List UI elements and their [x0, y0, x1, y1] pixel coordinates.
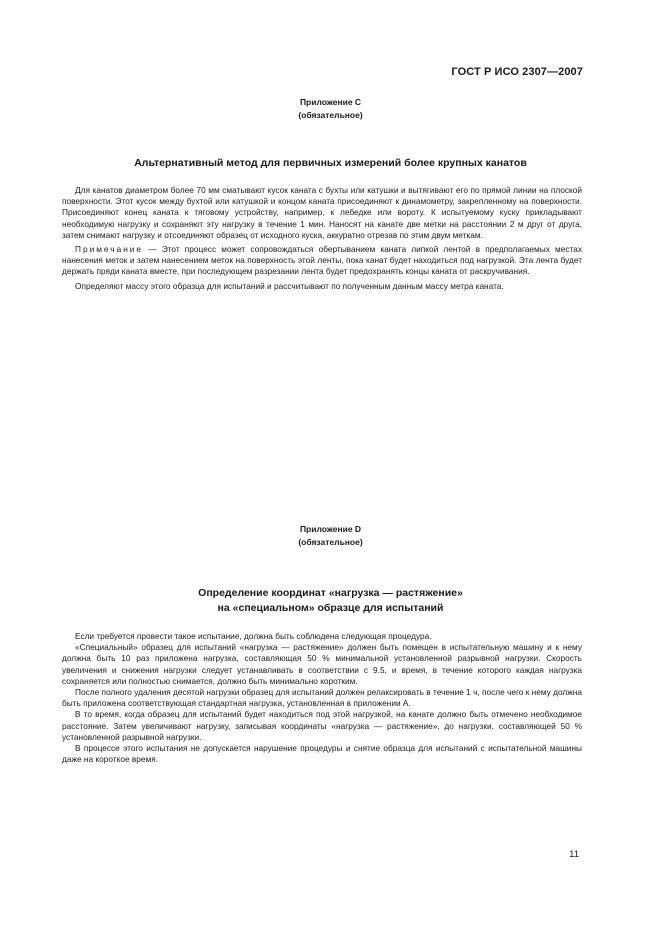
appendix-c-body: [62, 185, 582, 295]
page-number: 11: [569, 849, 579, 860]
note-label: Примечание: [75, 244, 144, 255]
appendix-d-title: Приложение D: [299, 524, 362, 534]
appendix-d-section-title-line-2: на «специальном» образце для испытаний: [217, 602, 444, 614]
appendix-d-paragraph-4: В то время, когда образец для испытаний будет находиться под этой нагрузкой, на канате должно быть отмечено необходимое расстояние. Затем увеличивают нагрузку, записывая координаты «нагрузка — растяжение», до нагрузки, составляющей 50 % установленной разрывной нагрузки.: [62, 709, 582, 742]
appendix-c-note: [62, 244, 582, 278]
appendix-c-heading: [0, 96, 661, 122]
appendix-c-title: Приложение С: [299, 97, 362, 107]
appendix-d-heading: [0, 523, 661, 549]
appendix-d-section-title: [0, 586, 661, 616]
appendix-d-paragraph-3: После полного удаления десятой нагрузки образец для испытаний должен релаксировать в течение 1 ч, после чего к нему должна быть приложена соответствующая стандартная нагрузка, установленная в приложении А.: [62, 687, 582, 709]
appendix-c-section-title: Альтернативный метод для первичных измерений более крупных канатов: [134, 157, 527, 169]
appendix-d-paragraph-1: Если требуется провести такое испытание, должна быть соблюдена следующая процедура.: [75, 631, 432, 641]
appendix-c-status: (обязательное): [298, 110, 363, 120]
appendix-d-paragraph-5: В процессе этого испытания не допускается нарушение процедуры и снятие образца для испытаний с испытательной машины даже на короткое время.: [62, 743, 582, 765]
appendix-c-paragraph-1: Для канатов диаметром более 70 мм сматывают кусок каната с бухты или катушки и вытягивают его по прямой линии на плоской поверхности. Этот кусок между бухтой или катушкой и концом каната присоединяют к динамометру, закрепленному на поверхности. Присоединяют конец каната к тяговому устройству, например, к лебедке или вороту. К испытуемому куску прикладывают необходимую нагрузку и сохраняют эту нагрузку в течение 1 мин. Наносят на канате две метки на расстоянии 2 м друг от друга, затем снимают нагрузку и отсоединяют образец от исходного куска, аккуратно отрезав по этим двум меткам.: [62, 185, 582, 240]
document-code-header: ГОСТ Р ИСО 2307—2007: [451, 66, 583, 78]
appendix-d-paragraph-2: «Специальный» образец для испытаний «нагрузка — растяжение» должен быть помещен в испытательную машину и к нему должна быть 10 раз приложена нагрузка, составляющая 50 % минимальной установленной разрывной нагрузки. Скорость увеличения и снижения нагрузки следует устанавливать в соответствии с 9.5, и время, в течение которого каждая нагрузка сохраняется или полностью снимается, должно быть минимально коротким.: [62, 642, 582, 686]
appendix-d-body: [62, 631, 582, 765]
note-text: — Этот процесс может сопровождаться обертыванием каната липкой лентой в предполагаемых местах нанесения меток и затем нанесением меток на поверхность этой ленты, пока канат будет находиться под нагрузкой. Эта лента будет держать пряди каната вместе, при последующем разрезании лента будет предохранять концы каната от раскручивания.: [62, 244, 582, 277]
appendix-d-section-title-line-1: Определение координат «нагрузка — растяжение»: [198, 587, 463, 599]
appendix-d-status: (обязательное): [298, 537, 363, 547]
appendix-c-paragraph-2: Определяют массу этого образца для испытаний и рассчитывают по полученным данным массу метра каната.: [75, 280, 504, 291]
